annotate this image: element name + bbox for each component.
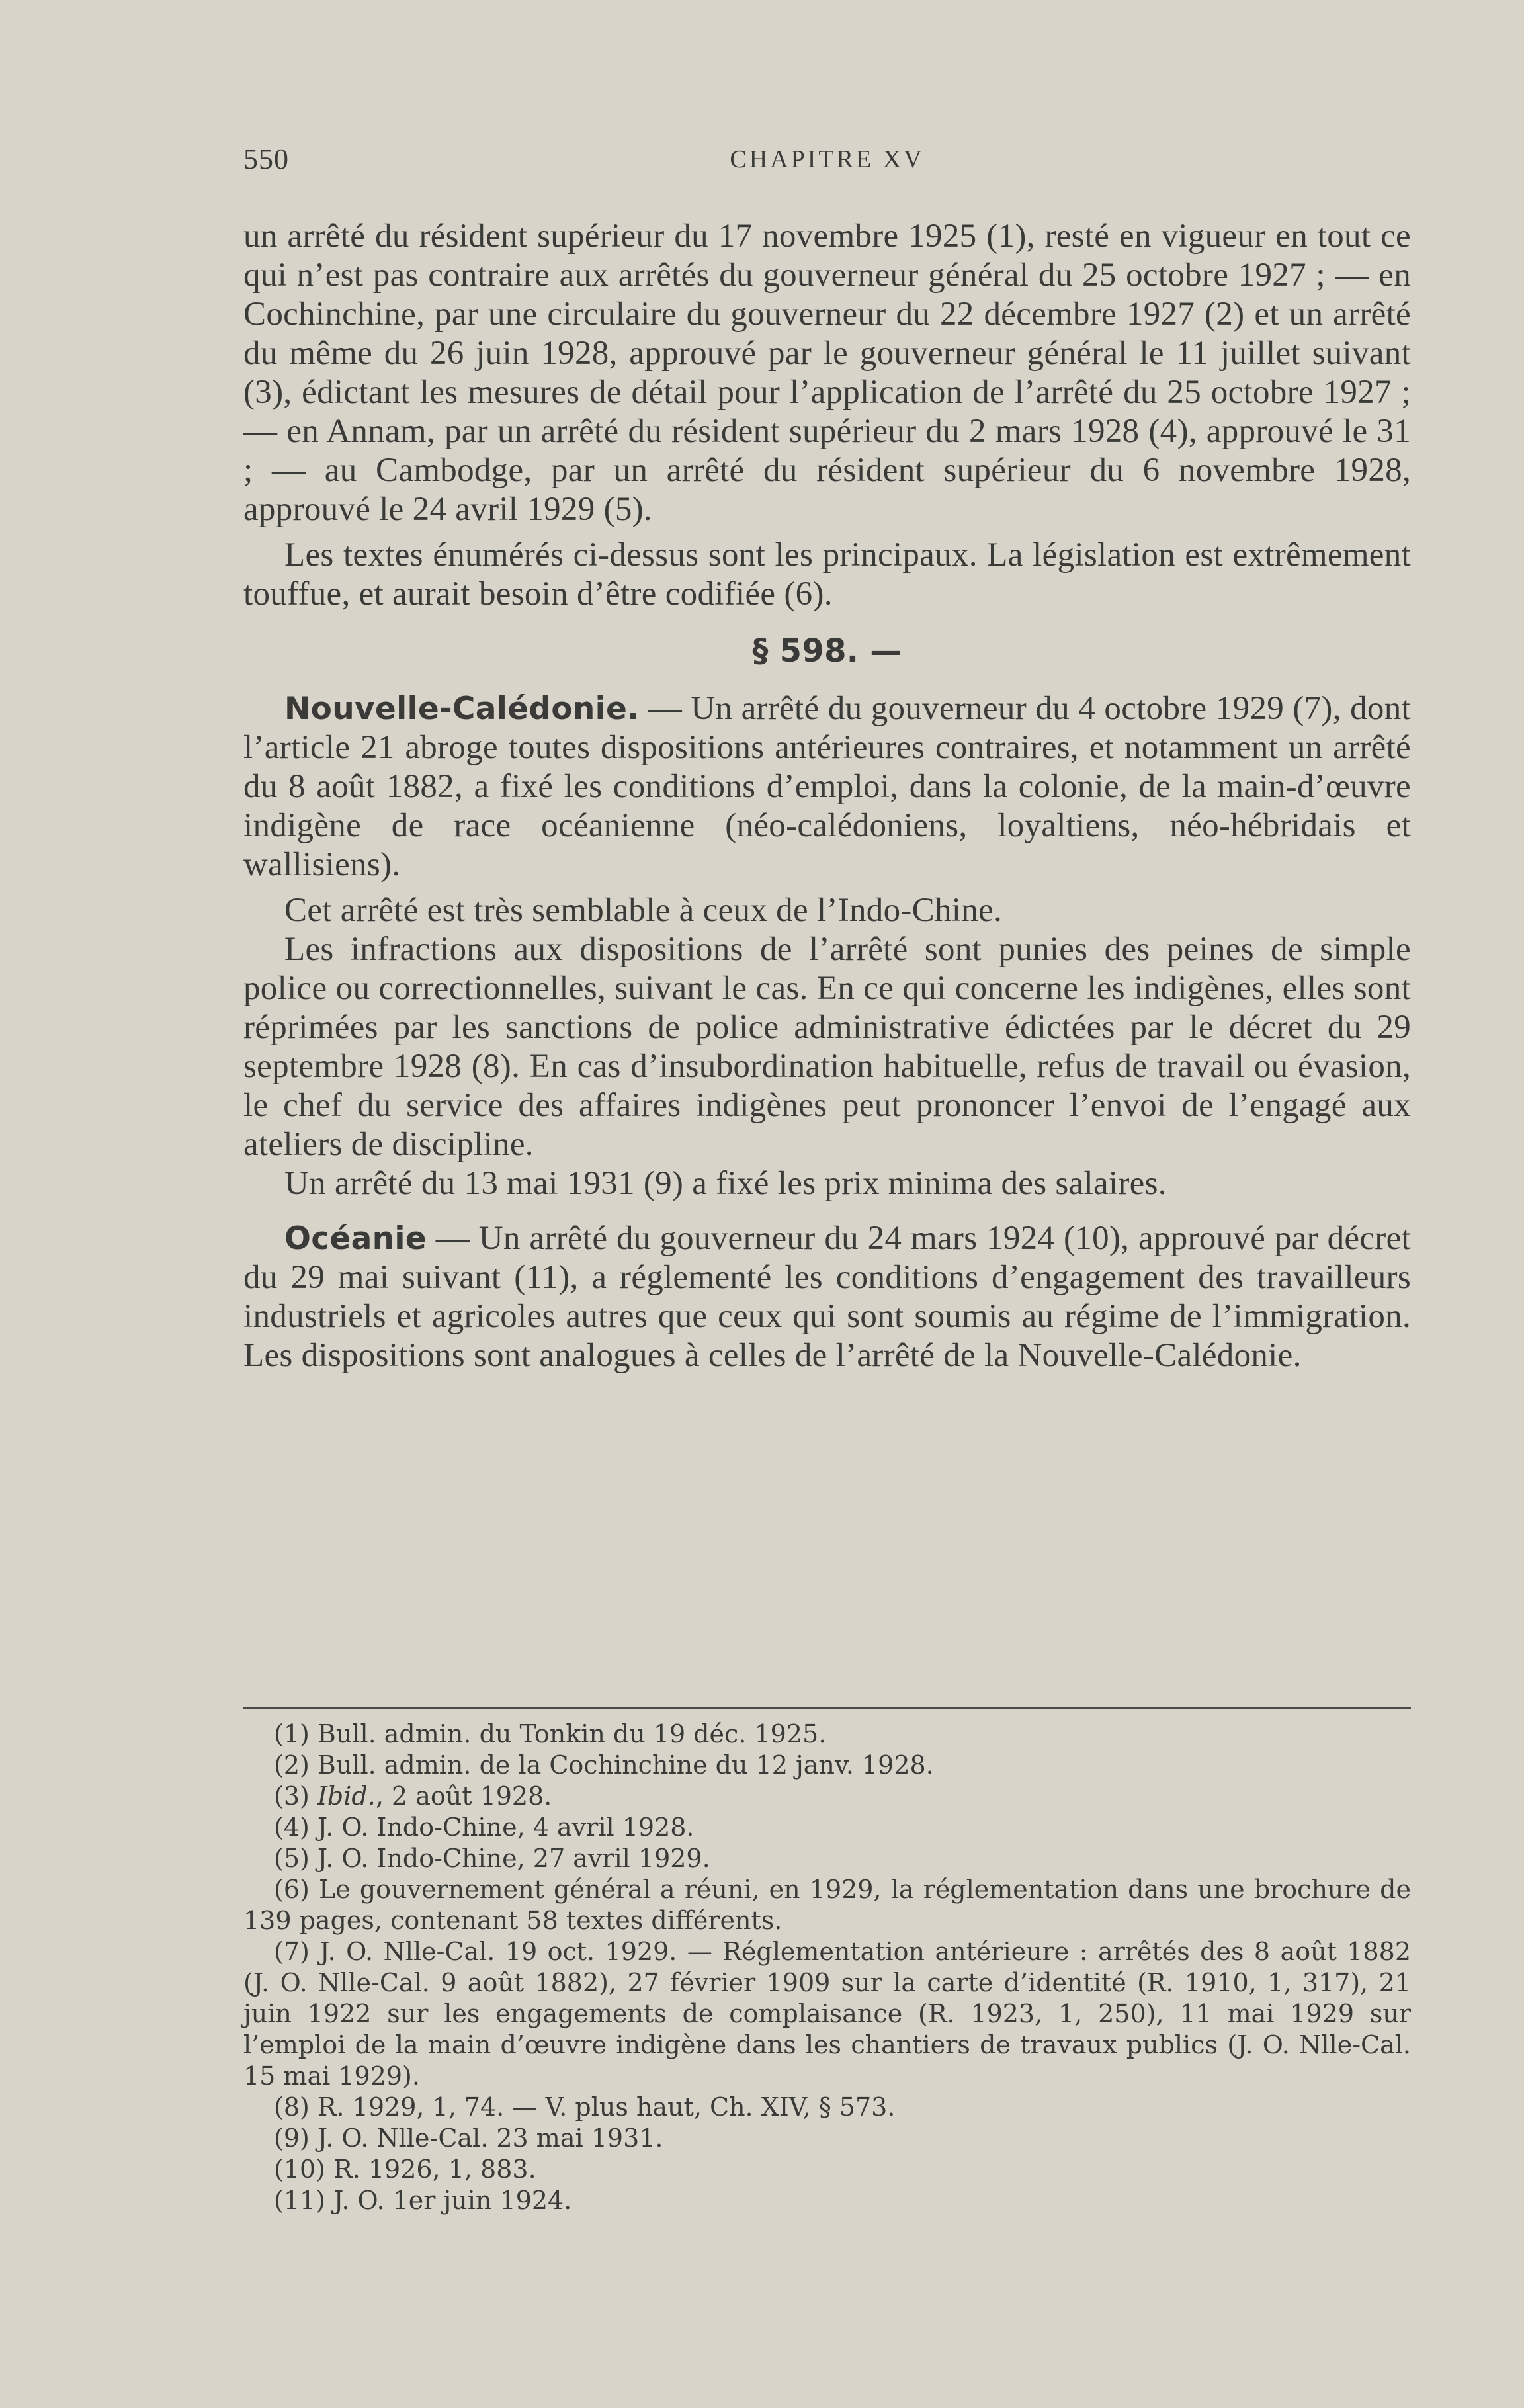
footnote-3-number: (3) [274,1782,318,1811]
paragraph-text-nouvelle-caledonie: — Un arrêté du gouverneur du 4 octobre 1929 (7), dont l’article 21 abroge toutes dispositions antérieures contraires, et notamment un arrêté du 8 août 1882, a fixé les conditions d’emploi, dans la colonie, de la main-d’œuvre indigène de race océanienne (néo-calédoniens, loyaltiens, néo-hébridais et wallisiens). [243,690,1411,883]
footnote-7: (7) J. O. Nlle-Cal. 19 oct. 1929. — Réglementation antérieure : arrêtés des 8 août 1882 (J. O. Nlle-Cal. 9 août 1882), 27 février 1909 sur la carte d’identité (R. 1910, 1, 317), 21 juin 1922 sur les engagements de complaisance (R. 1923, 1, 250), 11 mai 1929 sur l’emploi de la main d’œuvre indigène dans les chantiers de travaux publics (J. O. Nlle-Cal. 15 mai 1929). [243,1937,1411,2090]
paragraph-lead-nouvelle-caledonie: Nouvelle-Calédonie. [284,691,640,727]
footnote-3-text: , 2 août 1928. [375,1782,552,1811]
footnote-5: (5) J. O. Indo-Chine, 27 avril 1929. [274,1844,710,1873]
paragraph-principal-texts: Les textes énumérés ci-dessus sont les principaux. La législation est extrêmement touffue, et aurait besoin d’être codifiée (6). [243,537,1411,613]
footnote-6: (6) Le gouvernement général a réuni, en 1929, la réglementation dans une brochure de 139 pages, contenant 58 textes différents. [243,1875,1411,1935]
footnote-9: (9) J. O. Nlle-Cal. 23 mai 1931. [274,2124,663,2153]
footnote-10: (10) R. 1926, 1, 883. [274,2155,536,2184]
body-text [243,217,1411,1375]
footnote-3 [243,1781,1411,1812]
footnote-4: (4) J. O. Indo-Chine, 4 avril 1928. [274,1813,695,1842]
footnote-1: (1) Bull. admin. du Tonkin du 19 déc. 1925. [274,1719,827,1748]
paragraph-similarity: Cet arrêté est très semblable à ceux de l’Indo-Chine. [284,892,1003,929]
footnotes [243,1719,1411,2216]
paragraph-lead-oceanie: Océanie [284,1221,427,1257]
paragraph-indochine-continued: un arrêté du résident supérieur du 17 novembre 1925 (1), resté en vigueur en tout ce qui n’est pas contraire aux arrêtés du gouverneur général du 25 octobre 1927 ; — en Cochinchine, par une circulaire du gouverneur du 22 décembre 1927 (2) et un arrêté du même du 26 juin 1928, approuvé par le gouverneur général le 11 juillet suivant (3), édictant les mesures de détail pour l’application de l’arrêté du 25 octobre 1927 ; — en Annam, par un arrêté du résident supérieur du 2 mars 1928 (4), approuvé le 31 ; — au Cambodge, par un arrêté du résident supérieur du 6 novembre 1928, approuvé le 24 avril 1929 (5). [243,218,1411,528]
chapter-title: CHAPITRE XV [730,146,925,173]
footnote-rule [243,1707,1411,1709]
footnote-2: (2) Bull. admin. de la Cochinchine du 12 janv. 1928. [274,1750,934,1780]
page-number: 550 [243,143,289,175]
paragraph-infractions: Les infractions aux dispositions de l’arrêté sont punies des peines de simple police ou correctionnelles, suivant le cas. En ce qui concerne les indigènes, elles sont réprimées par les sanctions de police administrative édictées par le décret du 29 septembre 1928 (8). En cas d’insubordination habituelle, refus de travail ou évasion, le chef du service des affaires indigènes peut prononcer l’envoi de l’engagé aux ateliers de discipline. [243,931,1411,1163]
footnote-3-ibid: Ibid. [317,1782,376,1811]
footnote-8: (8) R. 1929, 1, 74. — V. plus haut, Ch. XIV, § 573. [274,2092,896,2122]
section-heading: § 598. — [752,632,902,669]
running-head [243,142,1411,182]
paragraph-nouvelle-caledonie [243,689,1411,884]
paragraph-text-oceanie: — Un arrêté du gouverneur du 24 mars 1924 (10), approuvé par décret du 29 mai suivant (11), a réglementé les conditions d’engagement des travailleurs industriels et agricoles autres que ceux qui sont soumis au régime de l’immigration. Les dispositions sont analogues à celles de l’arrêté de la Nouvelle-Calédonie. [243,1220,1411,1374]
paragraph-oceanie [243,1219,1411,1375]
paragraph-salaries: Un arrêté du 13 mai 1931 (9) a fixé les prix minima des salaires. [284,1165,1167,1202]
footnote-11: (11) J. O. 1er juin 1924. [274,2186,572,2215]
